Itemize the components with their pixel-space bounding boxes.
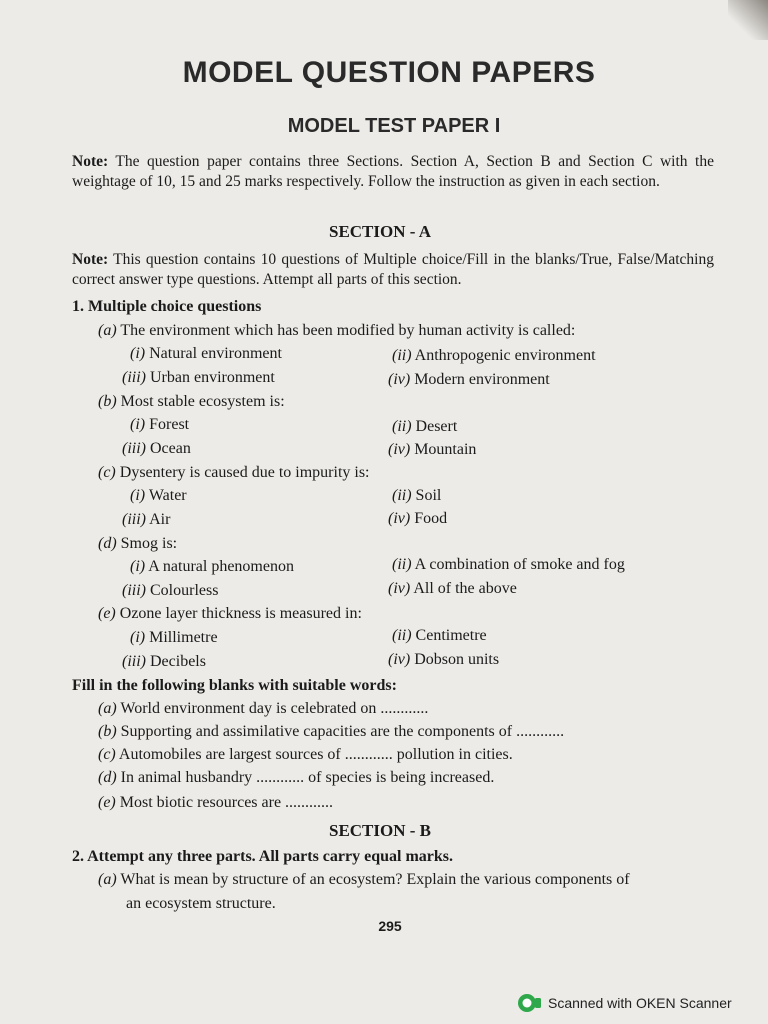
page-number: 295 (378, 918, 402, 934)
section-a-note-label: Note: (72, 251, 109, 268)
mcq-d: (d) Smog is: (98, 535, 178, 552)
page-subtitle: MODEL TEST PAPER I (287, 115, 501, 137)
mcq-d-option-iii: (iii) Colourless (122, 582, 219, 599)
fill-b: (b) Supporting and assimilative capacities are the components of ............ (98, 723, 565, 740)
mcq-e-option-iv: (iv) Dobson units (388, 651, 500, 668)
mcq-e-option-iii: (iii) Decibels (122, 653, 206, 670)
mcq-d-option-i: (i) A natural phenomenon (130, 558, 294, 575)
mcq-b-option-ii: (ii) Desert (392, 418, 458, 435)
section-a-note (72, 250, 714, 290)
mcq-c: (c) Dysentery is caused due to impurity is: (98, 464, 370, 481)
fill-a: (a) World environment day is celebrated on ............ (98, 700, 429, 717)
page-title: MODEL QUESTION PAPERS (182, 56, 596, 89)
q2-a: (a) What is mean by structure of an ecosystem? Explain the various components of (98, 871, 630, 888)
mcq-a-option-iv: (iv) Modern environment (388, 371, 550, 388)
page-edge-shadow (728, 0, 768, 40)
q2-a-continued: an ecosystem structure. (126, 895, 276, 912)
section-a-note-text: This question contains 10 questions of Multiple choice/Fill in the blanks/True, False/Matching correct answer type questions. Attempt all parts of this section. (72, 251, 714, 288)
mcq-e-option-i: (i) Millimetre (130, 629, 218, 646)
section-a-heading: SECTION - A (328, 222, 432, 241)
mcq-c-option-iii: (iii) Air (122, 511, 171, 528)
mcq-a-option-iii: (iii) Urban environment (122, 369, 275, 386)
q2-heading: 2. Attempt any three parts. All parts carry equal marks. (72, 848, 453, 865)
q1-heading: 1. Multiple choice questions (72, 298, 262, 315)
scanner-text: Scanned with OKEN Scanner (548, 995, 732, 1011)
fill-e: (e) Most biotic resources are ............ (98, 794, 334, 811)
mcq-d-option-iv: (iv) All of the above (388, 580, 517, 597)
fill-blanks-heading: Fill in the following blanks with suitable words: (72, 677, 397, 694)
mcq-a-option-i: (i) Natural environment (130, 345, 282, 362)
mcq-b-option-iii: (iii) Ocean (122, 440, 191, 457)
scanner-watermark (516, 990, 732, 1016)
general-note (72, 152, 714, 192)
mcq-c-option-ii: (ii) Soil (392, 487, 442, 504)
note-text: The question paper contains three Sections. Section A, Section B and Section C with the weightage of 10, 15 and 25 marks respectively. Follow the instruction as given in each section. (72, 153, 714, 190)
mcq-c-option-iv: (iv) Food (388, 510, 448, 527)
mcq-e-option-ii: (ii) Centimetre (392, 627, 487, 644)
mcq-b-option-i: (i) Forest (130, 416, 190, 433)
section-b-heading: SECTION - B (328, 821, 432, 840)
mcq-b-option-iv: (iv) Mountain (388, 441, 477, 458)
mcq-a: (a) The environment which has been modified by human activity is called: (98, 322, 576, 339)
fill-d: (d) In animal husbandry ............ of species is being increased. (98, 769, 495, 786)
mcq-c-option-i: (i) Water (130, 487, 187, 504)
oken-scanner-logo-icon (516, 990, 542, 1016)
fill-c: (c) Automobiles are largest sources of ............ pollution in cities. (98, 746, 513, 763)
mcq-e: (e) Ozone layer thickness is measured in: (98, 605, 362, 622)
mcq-a-option-ii: (ii) Anthropogenic environment (392, 347, 596, 364)
mcq-b: (b) Most stable ecosystem is: (98, 393, 285, 410)
mcq-d-option-ii: (ii) A combination of smoke and fog (392, 556, 625, 573)
note-label: Note: (72, 153, 109, 170)
